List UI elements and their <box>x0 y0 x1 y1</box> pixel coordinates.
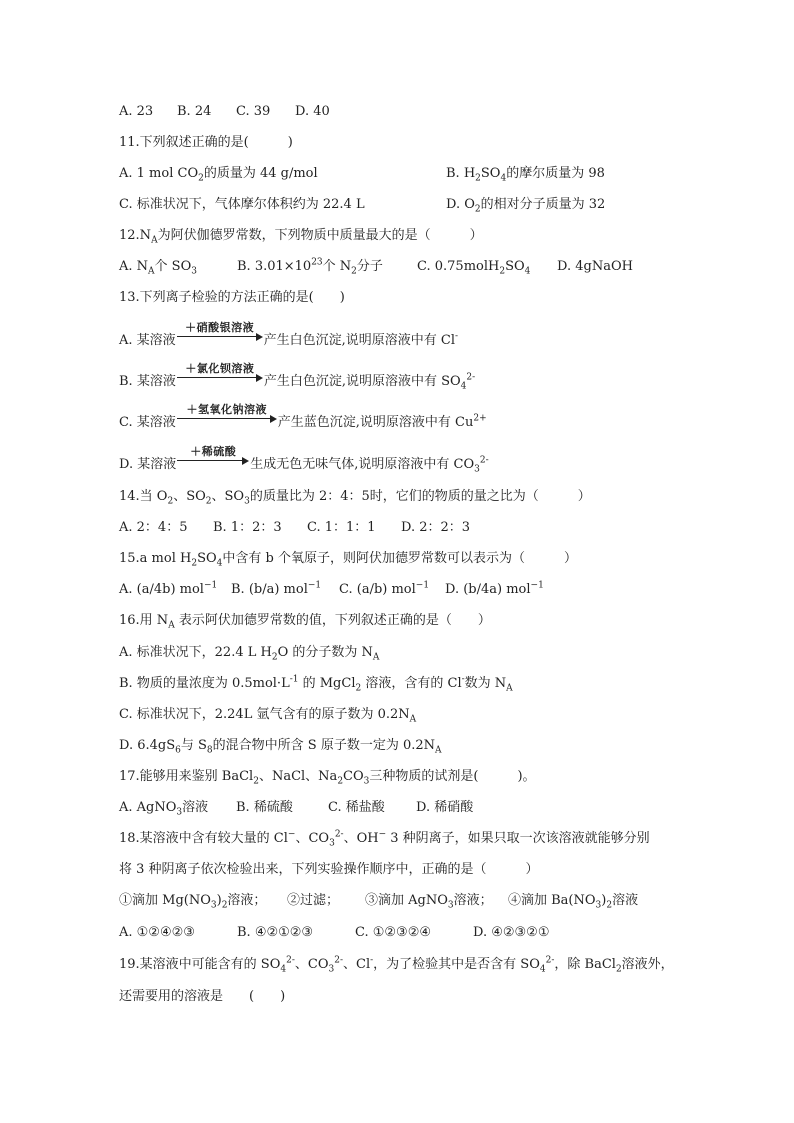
q18-operation-2: ②过滤； <box>287 893 340 908</box>
q16-stem: 16.用 $N_A$ 表示阿伏加德罗常数的值，下列叙述正确的是（ ） <box>119 613 491 631</box>
reaction-arrow: ＋氯化钡溶液 <box>177 369 263 385</box>
q14-options <box>119 519 470 537</box>
q17-option-a[interactable]: A. AgNO$_3$溶液 <box>119 800 209 818</box>
q16-option-d[interactable]: D. $6.4gS_6$与 $S_8$的混合物中所含 S 原子数一定为 $0.2N_A$ <box>119 738 442 756</box>
q13-option-a[interactable]: A. 某溶液 ＋硝酸银溶液 产生白色沉淀,说明原溶液中有 Cl- <box>119 321 459 348</box>
q10-options <box>119 103 330 121</box>
q14-stem: 14.当 $O_2$、$SO_2$、$SO_3$的质量比为 2：4：5时，它们的物质的量之比为（ ） <box>119 489 591 507</box>
q17-stem: 17.能够用来鉴别 BaCl$_2$、NaCl、$Na_2CO_3$三种物质的试剂是( )。 <box>119 769 536 787</box>
q13-option-b[interactable]: B. 某溶液 ＋氯化钡溶液 产生白色沉淀,说明原溶液中有 $SO_4^{2-}$ <box>119 362 476 392</box>
q18-option-d[interactable]: D. ④②③②① <box>473 925 550 940</box>
q15-option-c[interactable]: C. (a/b) mol$^{-1}$ <box>339 580 430 597</box>
q14-option-b[interactable]: B. 1：2：3 <box>213 520 282 535</box>
q17-option-b[interactable]: B. 稀硫酸 <box>236 800 293 815</box>
q18-stem-line1: 18.某溶液中含有较大量的 Cl−、$CO_3^{2-}$、OH− 3 种阴离子，如果只取一次该溶液就能够分别 <box>119 829 650 849</box>
q16-option-a[interactable]: A. 标准状况下，22.4 L $H_2O$ 的分子数为 $N_A$ <box>119 645 380 663</box>
reaction-arrow: ＋稀硫酸 <box>177 452 249 468</box>
q11-stem: 11.下列叙述正确的是( ) <box>119 135 293 150</box>
q14-option-a[interactable]: A. 2：4：5 <box>119 520 188 535</box>
q12-stem: $12.N_A$为阿伏伽德罗常数，下列物质中质量最大的是（ ） <box>119 228 483 246</box>
q17-option-c[interactable]: C. 稀盐酸 <box>328 800 385 815</box>
q15-stem: 15.a mol $H_2SO_4$中含有 b 个氧原子，则阿伏加德罗常数可以表示为（ ） <box>119 551 577 569</box>
q18-option-b[interactable]: B. ④②①②③ <box>237 925 314 940</box>
q15-option-d[interactable]: D. (b/4a) mol$^{-1}$ <box>445 580 544 597</box>
q17-options <box>119 799 473 817</box>
q11-option-c[interactable]: C. 标准状况下，气体摩尔体积约为 22.4 L <box>119 197 365 212</box>
q19-stem-line2: 还需要用的溶液是 ( ) <box>119 989 286 1004</box>
q15-options <box>119 581 544 599</box>
q11-option-d[interactable]: D. $O_2$的相对分子质量为 32 <box>446 197 606 215</box>
q12-option-a[interactable]: A. $N_A$个 $SO_3$ <box>119 259 197 277</box>
q10-option-d[interactable]: D. 40 <box>295 104 330 119</box>
q11-option-b[interactable]: B. $H_2SO_4$的摩尔质量为 98 <box>446 166 605 184</box>
q17-option-d[interactable]: D. 稀硝酸 <box>416 800 474 815</box>
q16-option-b[interactable]: B. 物质的量浓度为 $0.5mol\cdot L^{-1}$ 的 MgCl$_2$ 溶液，含有的 Cl-数为 $N_A$ <box>119 674 513 694</box>
q12-option-b[interactable]: B. $3.01\times 10^{23}$个 $N_2$分子 <box>237 257 383 277</box>
q12-option-c[interactable]: C. $0.75molH_2SO_4$ <box>417 259 531 277</box>
q18-options <box>119 924 550 942</box>
q19-stem-line1: 19.某溶液中可能含有的 $SO_4^{2-}$、$CO_3^{2-}$、Cl-，为了检验其中是否含有 $SO_4^{2-}$，除 BaCl$_2$溶液外， <box>119 955 674 975</box>
q13-option-c[interactable]: C. 某溶液 ＋氢氧化钠溶液 产生蓝色沉淀,说明原溶液中有 $Cu^{2+}$ <box>119 403 487 430</box>
reaction-arrow: ＋氢氧化钠溶液 <box>177 410 277 426</box>
q13-option-d[interactable]: D. 某溶液 ＋稀硫酸 生成无色无味气体,说明原溶液中有 $CO_3^{2-}$ <box>119 445 489 475</box>
q18-option-c[interactable]: C. ①②③②④ <box>355 925 432 940</box>
q18-operation-3: ③滴加 AgNO$_3$溶液； <box>365 893 493 911</box>
q11-option-a[interactable]: A. 1 mol $CO_2$的质量为 44 g/mol <box>119 166 318 184</box>
q16-option-c[interactable]: C. 标准状况下，2.24L 氩气含有的原子数为 $0.2N_A$ <box>119 707 417 725</box>
q18-operation-1: ①滴加 $Mg(NO_3)_2$溶液； <box>119 893 267 911</box>
q10-option-a[interactable]: A. 23 <box>119 104 154 119</box>
q18-operations <box>119 892 638 910</box>
q12-options <box>119 258 633 276</box>
q18-stem-line2: 将 3 种阴离子依次检验出来，下列实验操作顺序中，正确的是（ ） <box>119 862 539 877</box>
reaction-arrow: ＋硝酸银溶液 <box>177 328 263 344</box>
q14-option-d[interactable]: D. 2：2：3 <box>401 520 471 535</box>
q10-option-b[interactable]: B. 24 <box>177 104 212 119</box>
q13-stem: 13.下列离子检验的方法正确的是( ) <box>119 290 345 305</box>
q12-option-d[interactable]: D. 4gNaOH <box>557 259 633 274</box>
q15-option-a[interactable]: A. (a/4b) mol$^{-1}$ <box>119 580 218 597</box>
q10-option-c[interactable]: C. 39 <box>236 104 271 119</box>
q15-option-b[interactable]: B. (b/a) mol$^{-1}$ <box>231 580 322 597</box>
q18-operation-4: ④滴加 $Ba(NO_3)_2$溶液 <box>508 893 639 911</box>
q18-option-a[interactable]: A. ①②④②③ <box>119 925 195 940</box>
q14-option-c[interactable]: C. 1：1：1 <box>307 520 376 535</box>
